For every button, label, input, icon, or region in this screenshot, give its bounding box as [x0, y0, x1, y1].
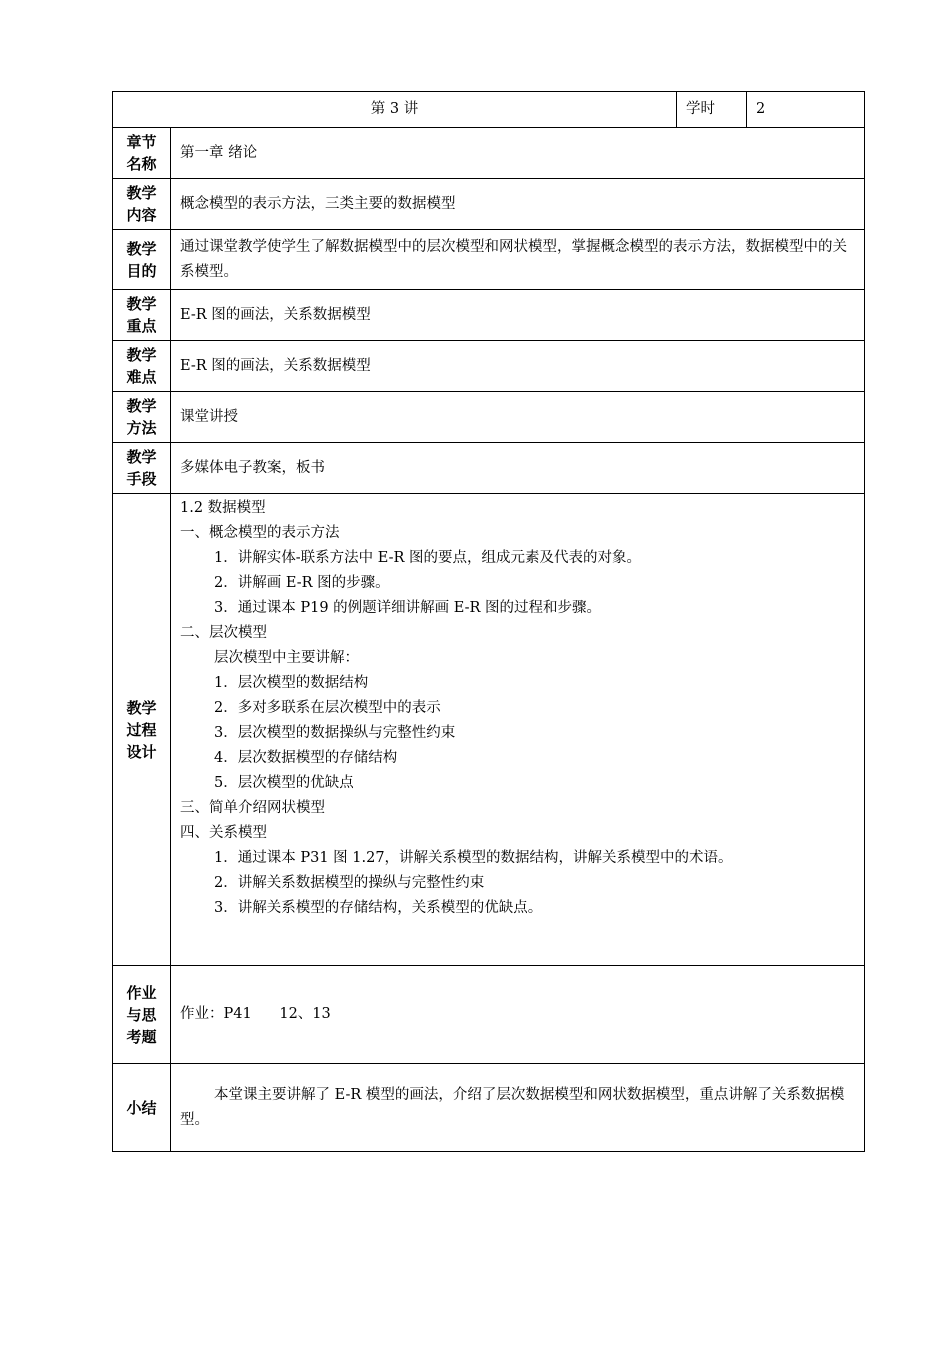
method-row	[113, 392, 865, 443]
process-line: 一、概念模型的表示方法	[180, 525, 340, 541]
means-value: 多媒体电子教案，板书	[171, 443, 865, 494]
content-value: 概念模型的表示方法，三类主要的数据模型	[171, 179, 865, 230]
header-row	[113, 92, 865, 128]
process-line: 四、关系模型	[180, 825, 267, 841]
difficulty-row	[113, 341, 865, 392]
means-label: 教学 手段	[113, 443, 171, 494]
process-line: 二、层次模型	[180, 625, 267, 641]
method-value: 课堂讲授	[171, 392, 865, 443]
goal-row	[113, 230, 865, 290]
process-line: 2．讲解关系数据模型的操纵与完整性约束	[214, 875, 485, 891]
homework-row	[113, 966, 865, 1064]
process-label: 教学 过程 设计	[113, 494, 171, 966]
difficulty-label: 教学 难点	[113, 341, 171, 392]
process-line: 5．层次模型的优缺点	[214, 775, 354, 791]
goal-label: 教学 目的	[113, 230, 171, 290]
chapter-value: 第一章 绪论	[171, 128, 865, 179]
goal-value: 通过课堂教学使学生了解数据模型中的层次模型和网状模型，掌握概念模型的表示方法，数据模型中的关系模型。	[171, 230, 865, 290]
process-line: 1．层次模型的数据结构	[214, 675, 369, 691]
process-line: 3．层次模型的数据操纵与完整性约束	[214, 725, 456, 741]
chapter-row	[113, 128, 865, 179]
process-line: 三、简单介绍网状模型	[180, 800, 325, 816]
process-line: 4．层次数据模型的存储结构	[214, 750, 398, 766]
process-line: 3．通过课本 P19 的例题详细讲解画 E-R 图的过程和步骤。	[214, 600, 602, 616]
process-content	[171, 494, 865, 966]
summary-row	[113, 1064, 865, 1152]
process-line: 1.2 数据模型	[180, 500, 266, 516]
means-row	[113, 443, 865, 494]
lecture-title: 第 3 讲	[113, 92, 677, 128]
summary-label: 小结	[113, 1064, 171, 1152]
content-row	[113, 179, 865, 230]
hours-value: 2	[747, 92, 865, 128]
process-row	[113, 494, 865, 966]
process-line: 2．多对多联系在层次模型中的表示	[214, 700, 441, 716]
process-line: 1．讲解实体-联系方法中 E-R 图的要点，组成元素及代表的对象。	[214, 550, 642, 566]
difficulty-value: E-R 图的画法，关系数据模型	[171, 341, 865, 392]
homework-value: 作业：P41 12、13	[171, 966, 865, 1064]
process-line: 3．讲解关系模型的存储结构，关系模型的优缺点。	[214, 900, 543, 916]
key-value: E-R 图的画法，关系数据模型	[171, 290, 865, 341]
chapter-label: 章节 名称	[113, 128, 171, 179]
lesson-plan-sheet	[112, 91, 864, 1152]
process-line: 2．讲解画 E-R 图的步骤。	[214, 575, 390, 591]
hours-label: 学时	[677, 92, 747, 128]
lesson-plan-table	[112, 91, 865, 1152]
summary-value: 本堂课主要讲解了 E-R 模型的画法，介绍了层次数据模型和网状数据模型，重点讲解了关系数据模型。	[171, 1064, 865, 1152]
key-row	[113, 290, 865, 341]
process-line: 1．通过课本 P31 图 1.27，讲解关系模型的数据结构，讲解关系模型中的术语。	[214, 850, 733, 866]
content-label: 教学 内容	[113, 179, 171, 230]
key-label: 教学 重点	[113, 290, 171, 341]
method-label: 教学 方法	[113, 392, 171, 443]
homework-label: 作业 与思 考题	[113, 966, 171, 1064]
process-line: 层次模型中主要讲解：	[214, 650, 359, 666]
